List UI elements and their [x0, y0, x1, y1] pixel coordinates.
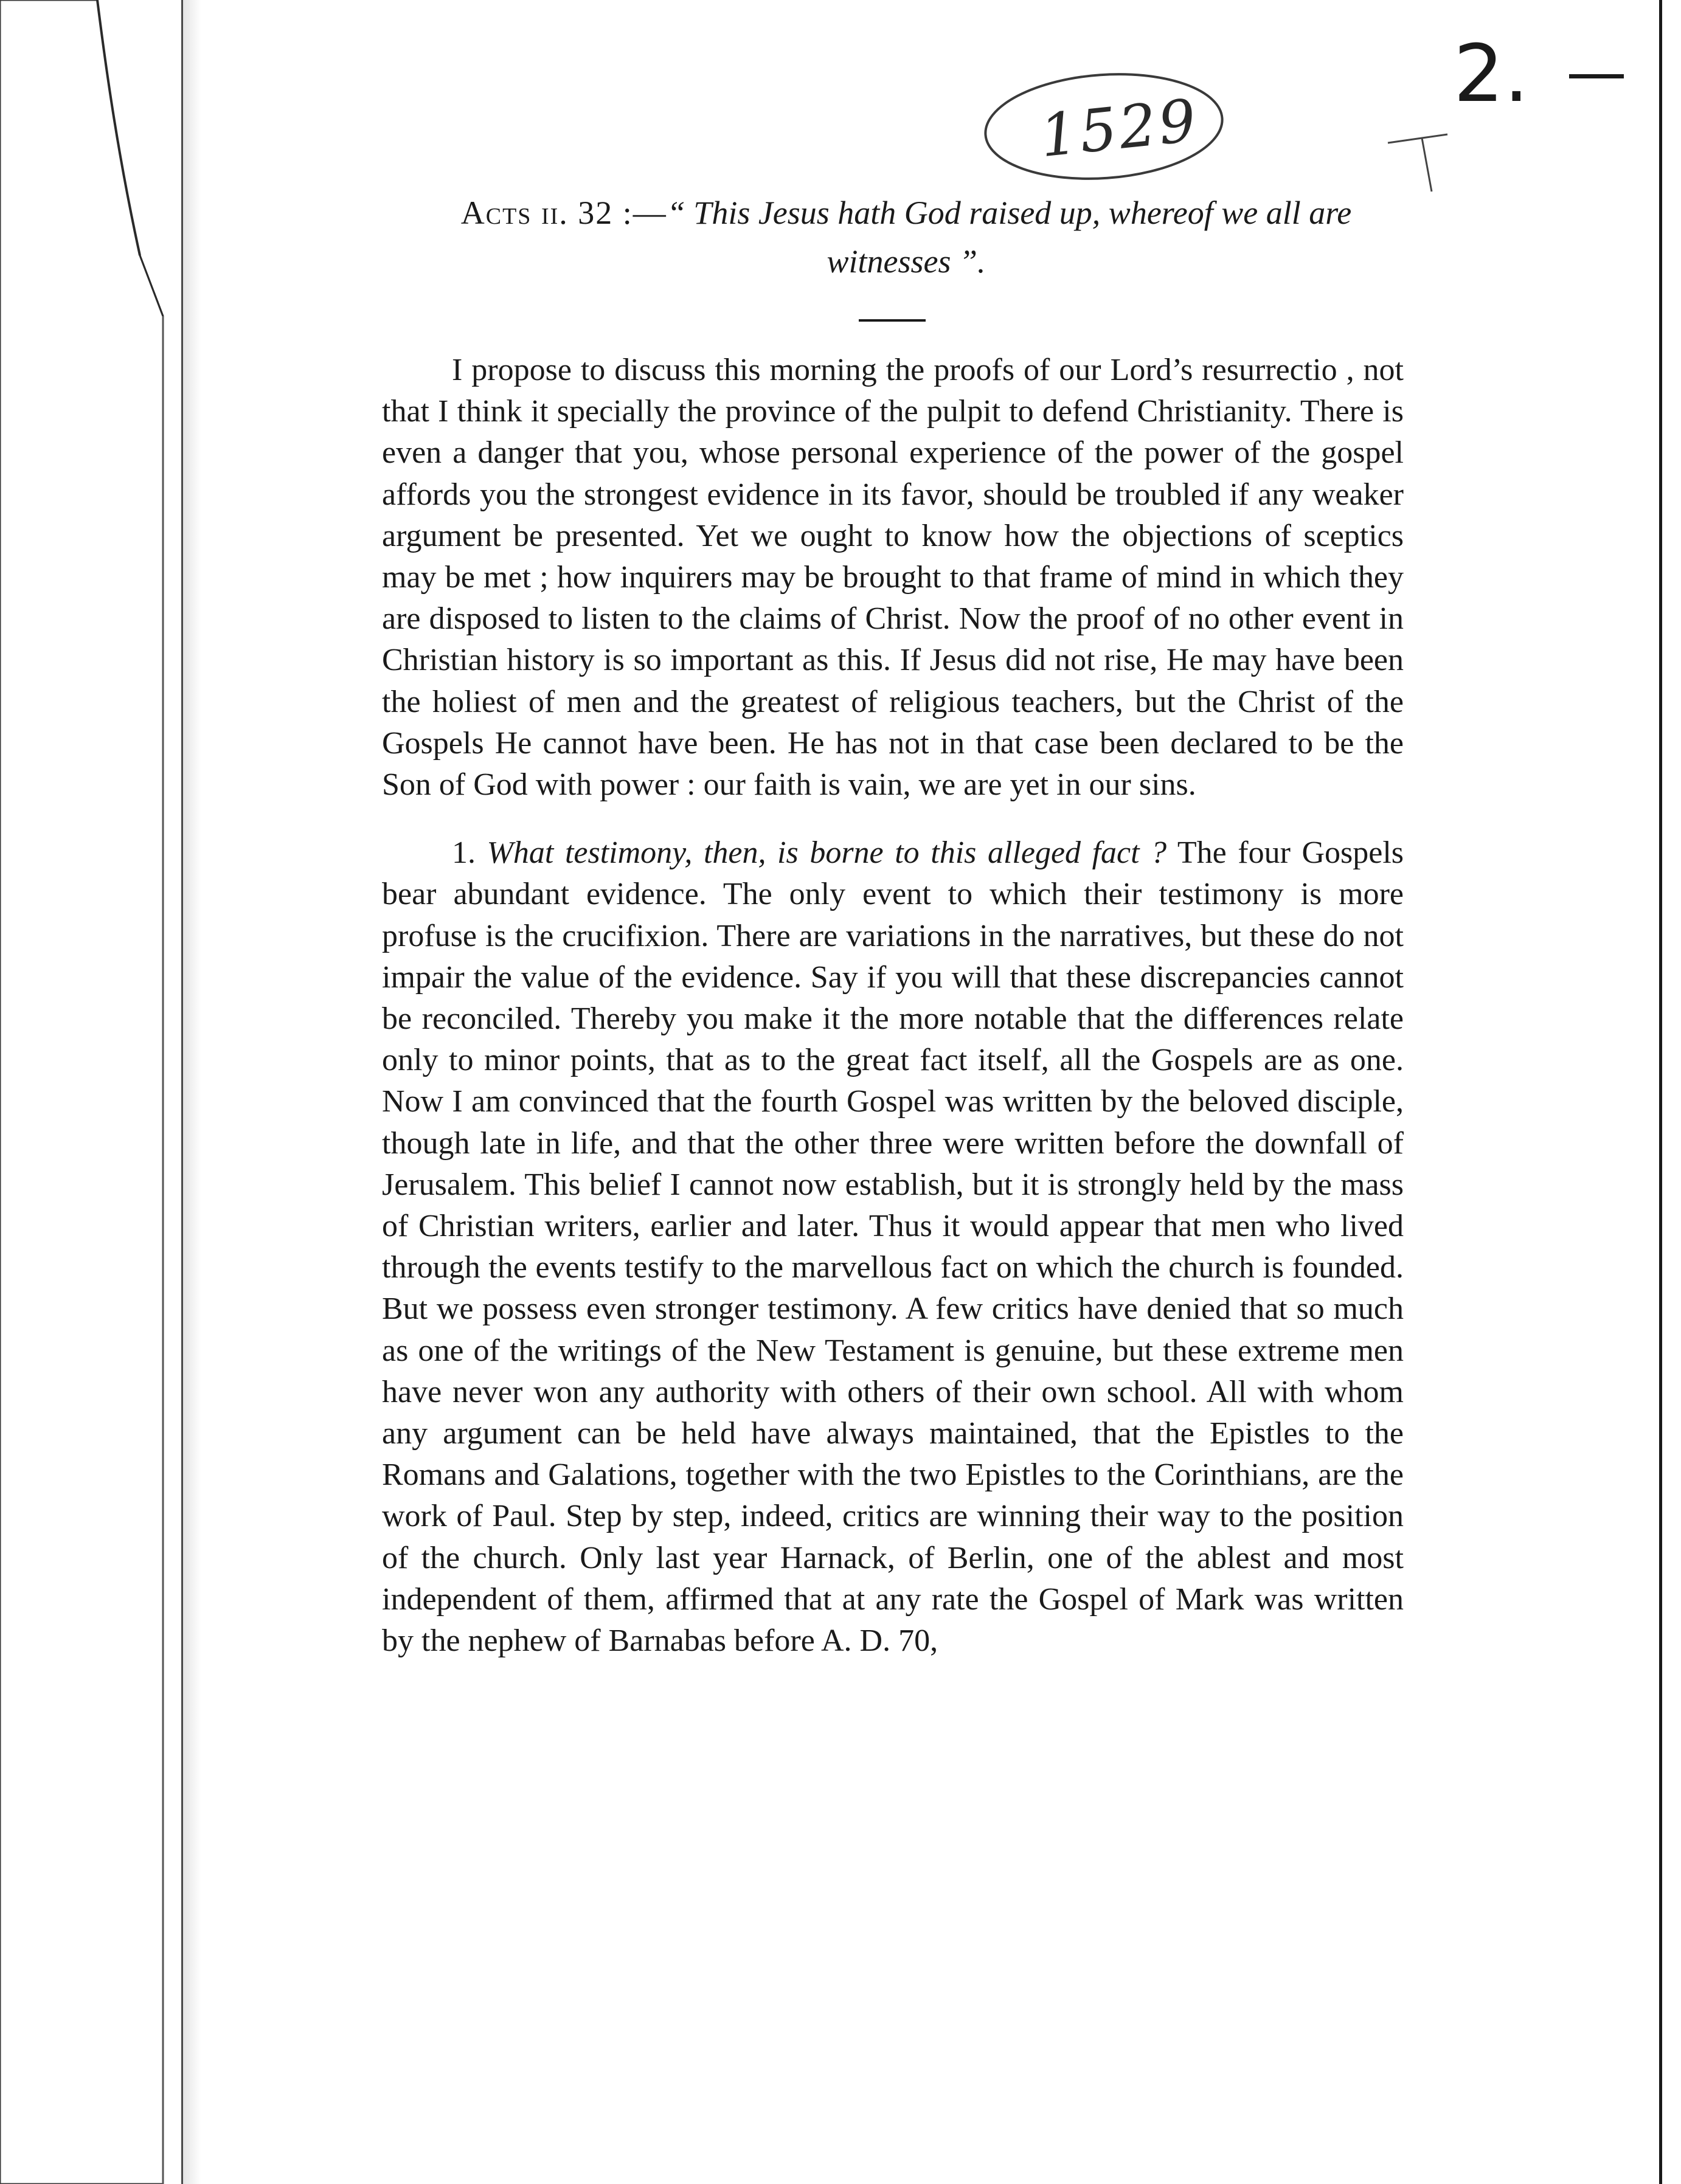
scripture-quote: “ This Jesus hath God raised up, whereof we all are witnesses ”.: [667, 195, 1352, 280]
scripture-reference: Acts ii. 32 :—: [460, 195, 667, 231]
corner-mark: [1387, 131, 1454, 198]
scripture-heading: [414, 188, 1399, 286]
sermon-body: [382, 350, 1404, 1662]
page-number-dash: [1569, 74, 1624, 78]
page-fold-shadow: [183, 0, 201, 2184]
paragraph-intro: [382, 350, 1404, 806]
paragraph-section-1: [382, 832, 1404, 1662]
archive-number-stamp: [973, 61, 1241, 188]
paragraph-section-1-text: The four Gospels bear abundant evidence. The only event to which their testimony is more profuse is the crucifixion. There are variations in the narratives, but these do not impair the value of the evidence. Say if you will that these discrepancies cannot be reconciled. Thereby you make it the more notable that the differences relate only to minor points, that as to the great fact itself, all the Gospels are as one. Now I am convinced that the fourth Gospel was written by the beloved disciple, though late in life, and that the other three were written before the downfall of Jerusalem. This belief I cannot now establish, but it is strongly held by the mass of Christian writers, earlier and later. Thus it would appear that men who lived through the events testify to the marvellous fact on which the church is founded. But we possess even stronger testimony. A few critics have denied that so much as one of the writings of the New Testament is genuine, but these extreme men have never won any authority with others of their own school. All with whom any argument can be held have always maintained, that the Epistles to the Romans and Galations, together with the two Epistles to the Corinthians, are the work of Paul. Step by step, indeed, critics are winning their way to the position of the church. Only last year Harnack, of Berlin, one of the ablest and most independent of them, affirmed that at any rate the Gospel of Mark was written by the nephew of Barnabas before A. D. 70,: [382, 835, 1404, 1659]
section-question: What testimony, then, is borne to this alleged fact ?: [487, 835, 1167, 871]
page-binding: [0, 0, 189, 2184]
scan-right-border: [1659, 0, 1662, 2184]
page-number: 2.: [1454, 27, 1530, 120]
archive-number: 1529: [1036, 86, 1202, 171]
paragraph-intro-text: I propose to discuss this morning the proofs of our Lord’s resurrectio , not that I think it specially the province of the pulpit to defend Christianity. There is even a danger that you, whose personal experience of the power of the gospel affords you the strongest evidence in its favor, should be troubled if any weaker argument be presented. Yet we ought to know how the objections of sceptics may be met ; how inquirers may be brought to that frame of mind in which they are disposed to listen to the claims of Christ. Now the proof of no other event in Christian history is so important as this. If Jesus did not rise, He may have been the holiest of men and the greatest of religious teachers, but the Christ of the Gospels He cannot have been. He has not in that case been declared to be the Son of God with power : our faith is vain, we are yet in our sins.: [382, 353, 1404, 803]
section-number: 1.: [452, 835, 476, 871]
torn-page-edge-graphic: [0, 0, 189, 2184]
heading-divider: [859, 319, 926, 322]
